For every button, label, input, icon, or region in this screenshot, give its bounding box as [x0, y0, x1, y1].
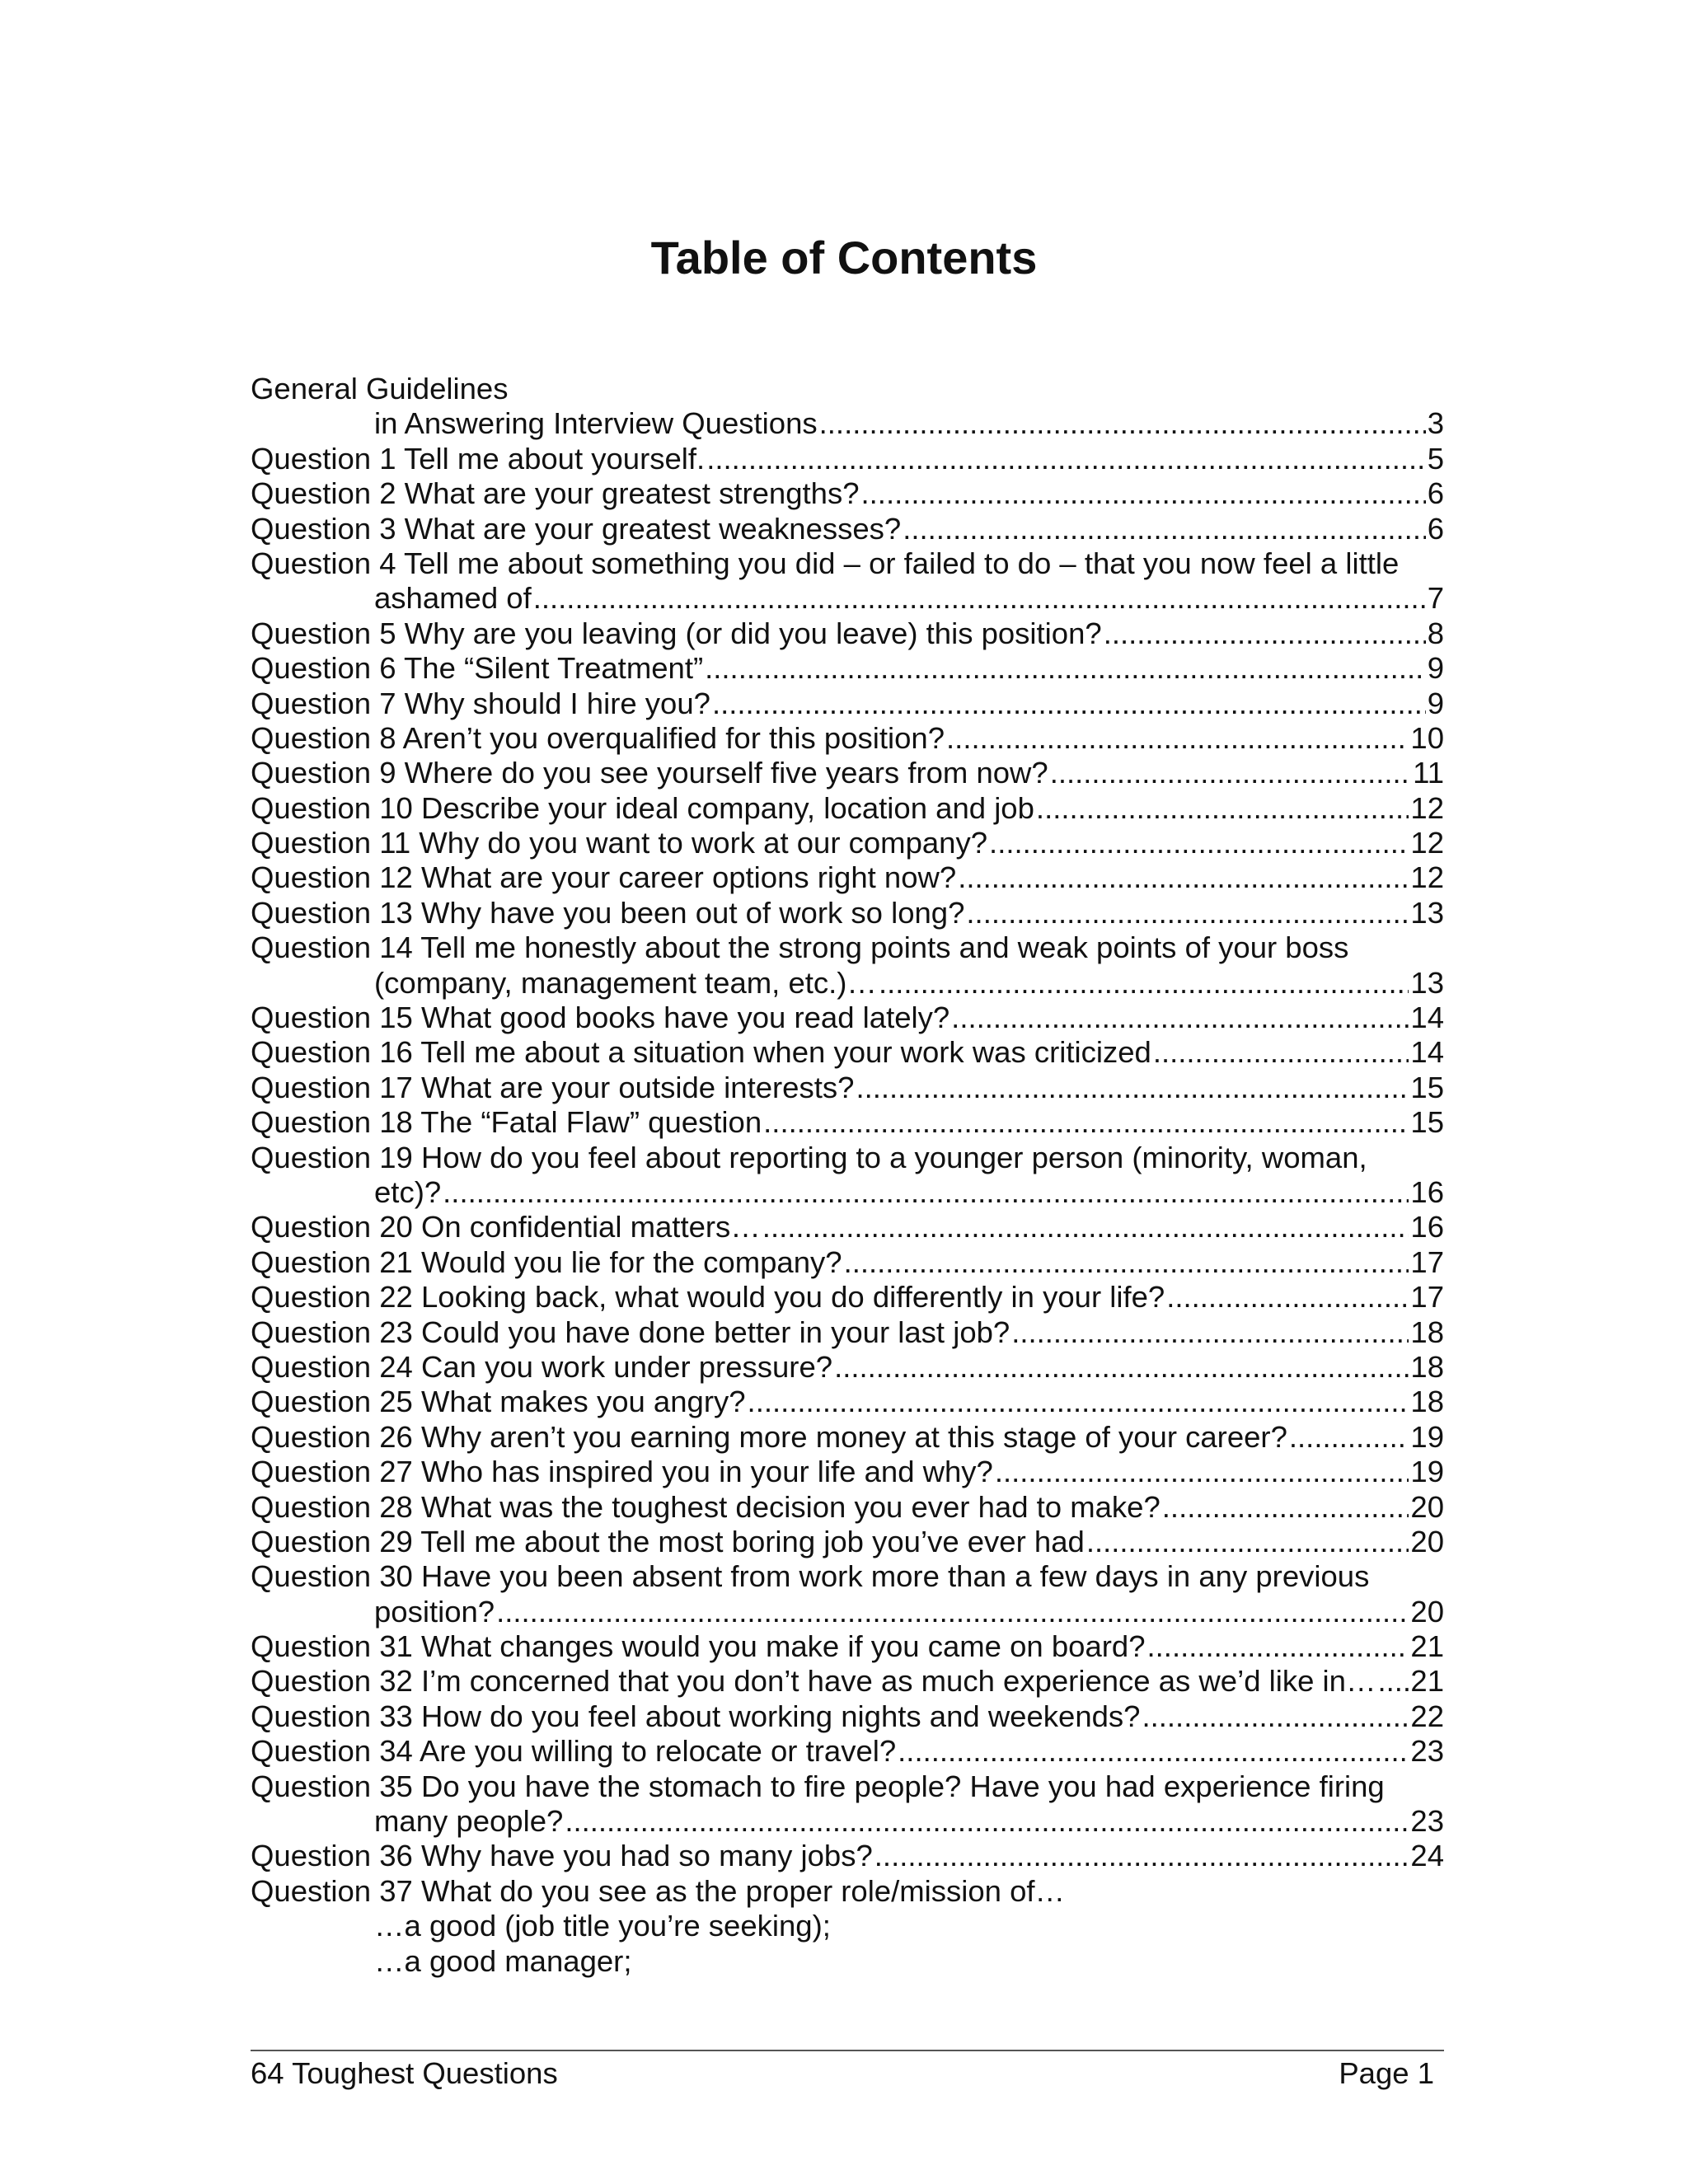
toc-entry [251, 1455, 1444, 1489]
page-title: Table of Contents [650, 232, 1038, 284]
toc-page-number: 23 [1410, 1804, 1444, 1839]
toc-entry-text: Question 30 Have you been absent from work more than a few days in any previous [251, 1559, 1370, 1594]
toc-dot-leader [443, 1175, 1409, 1210]
toc-entry [251, 1804, 1444, 1839]
toc-entry [251, 826, 1444, 860]
toc-dot-leader [763, 1105, 1409, 1140]
toc-dot-leader [1162, 1490, 1409, 1525]
toc-entry [251, 1664, 1444, 1699]
toc-entry-text: Question 7 Why should I hire you? [251, 686, 710, 720]
toc-entry [251, 1734, 1444, 1769]
toc-entry-text: Question 14 Tell me honestly about the strong points and weak points of your boss [251, 930, 1349, 965]
toc-dot-leader [879, 966, 1409, 1001]
toc-entry-row [251, 1734, 1444, 1769]
toc-entry [251, 1839, 1444, 1873]
toc-dot-leader [951, 1001, 1409, 1035]
toc-entry [251, 1210, 1444, 1244]
toc-page-number: 16 [1410, 1210, 1444, 1244]
toc-entry-text: Question 1 Tell me about yourself. [251, 441, 706, 476]
toc-entry-text: Question 15 What good books have you read lately? [251, 1001, 950, 1035]
toc-entry [251, 616, 1444, 651]
toc-dot-leader [989, 826, 1409, 860]
toc-dot-leader [496, 1595, 1409, 1629]
toc-entry-row [374, 581, 1444, 616]
toc-entry-text: Question 2 What are your greatest strengths? [251, 476, 860, 511]
toc-entry [251, 1245, 1444, 1280]
toc-page-number: 14 [1410, 1001, 1444, 1035]
toc-dot-leader [1050, 756, 1411, 790]
toc-entry-text: Question 19 How do you feel about reporting to a younger person (minority, woman, [251, 1140, 1367, 1174]
toc-page-number: 9 [1427, 651, 1444, 686]
toc-page-number: 20 [1410, 1594, 1444, 1629]
toc-page-number: 20 [1410, 1524, 1444, 1558]
toc-dot-leader [834, 1350, 1409, 1385]
toc-page-number: 24 [1410, 1839, 1444, 1873]
toc-dot-leader [946, 721, 1409, 756]
toc-entry-text: Question 3 What are your greatest weaknesses? [251, 511, 902, 546]
toc-entry-text: Question 4 Tell me about something you did – or failed to do – that you now feel a little [251, 546, 1400, 580]
toc-entry-row [251, 512, 1444, 546]
toc-entry [251, 1350, 1444, 1385]
toc-dot-leader [706, 442, 1425, 476]
toc-dot-leader [819, 406, 1426, 441]
toc-entry [251, 1280, 1444, 1315]
toc-entry-row [374, 966, 1444, 1001]
toc-entry-text: Question 32 I’m concerned that you don’t have as much experience as we’d like in… [251, 1664, 1376, 1699]
toc-dot-leader [1036, 791, 1409, 826]
toc-page-number: 15 [1410, 1105, 1444, 1140]
toc-entry-text: Question 10 Describe your ideal company, location and job [251, 790, 1034, 825]
toc-entry [251, 546, 1444, 581]
toc-entry-text: Question 35 Do you have the stomach to fire people? Have you had experience firing [251, 1769, 1385, 1803]
toc-entry-text: Question 20 On confidential matters… [251, 1210, 761, 1244]
toc-entry [251, 1035, 1444, 1070]
toc-dot-leader [1153, 1035, 1409, 1070]
toc-entry-row [251, 1629, 1444, 1664]
toc-entry [251, 442, 1444, 476]
toc-entry [251, 860, 1444, 895]
toc-entry [251, 930, 1444, 965]
toc-entry [251, 1001, 1444, 1035]
toc-page-number: 12 [1410, 790, 1444, 825]
toc-dot-leader [762, 1210, 1409, 1244]
toc-page-number: 6 [1427, 511, 1444, 546]
toc-entry-text: Question 22 Looking back, what would you do differently in your life? [251, 1280, 1165, 1315]
toc-dot-leader [995, 1455, 1409, 1489]
toc-page-number: 13 [1410, 895, 1444, 930]
toc-entry-row [251, 896, 1444, 930]
toc-entry-text: Question 27 Who has inspired you in your life and why? [251, 1455, 993, 1489]
toc-dot-leader [874, 1839, 1409, 1873]
toc-entry-row [374, 1175, 1444, 1210]
toc-entry-row [251, 1350, 1444, 1385]
toc-entry-text: Question 23 Could you have done better in your last job? [251, 1315, 1010, 1349]
toc-entry-text: Question 18 The “Fatal Flaw” question [251, 1105, 762, 1140]
toc-dot-leader [533, 581, 1426, 616]
toc-entry-text: Question 8 Aren’t you overqualified for this position? [251, 720, 945, 755]
toc-entry [251, 1769, 1444, 1804]
toc-entry [251, 1071, 1444, 1105]
toc-dot-leader [903, 512, 1425, 546]
table-of-contents [251, 372, 1444, 1979]
toc-entry [251, 1595, 1444, 1629]
toc-page-number: 19 [1410, 1419, 1444, 1454]
toc-entry-row [251, 1105, 1444, 1140]
toc-page-number: 10 [1410, 720, 1444, 755]
toc-entry-row [374, 1595, 1444, 1629]
toc-entry-text: Question 31 What changes would you make if you came on board? [251, 1629, 1146, 1664]
toc-entry-text: Question 25 What makes you angry? [251, 1385, 746, 1419]
toc-entry [251, 1699, 1444, 1734]
toc-entry [251, 1315, 1444, 1350]
toc-page-number: 8 [1427, 616, 1444, 650]
toc-page-number: 20 [1410, 1489, 1444, 1524]
toc-entry-text: Question 34 Are you willing to relocate or travel? [251, 1734, 897, 1769]
toc-entry-row [251, 1385, 1444, 1419]
toc-dot-leader [1147, 1629, 1409, 1664]
toc-entry-row [251, 1245, 1444, 1280]
toc-entry-text: Question 29 Tell me about the most boring job you’ve ever had [251, 1524, 1085, 1558]
toc-entry [251, 1629, 1444, 1664]
toc-entry-text: Question 9 Where do you see yourself five years from now? [251, 756, 1048, 790]
toc-page-number: 21 [1410, 1629, 1444, 1664]
toc-entry-row [251, 687, 1444, 721]
toc-entry [251, 1874, 1444, 1909]
toc-entry-row [251, 1001, 1444, 1035]
toc-entry-text: Question 6 The “Silent Treatment” [251, 651, 704, 686]
toc-page-number: 3 [1427, 406, 1444, 441]
toc-page-number: 12 [1410, 860, 1444, 895]
toc-entry-row [251, 860, 1444, 895]
toc-entry-text: in Answering Interview Questions [374, 406, 818, 441]
toc-entry-row [251, 826, 1444, 860]
toc-page-number: 17 [1410, 1244, 1444, 1279]
toc-entry-row [251, 1839, 1444, 1873]
toc-entry [251, 512, 1444, 546]
toc-page-number: 11 [1413, 756, 1444, 790]
toc-entry-row [251, 1455, 1444, 1489]
toc-entry [251, 1141, 1444, 1175]
toc-entry [251, 406, 1444, 441]
footer-document-title: 64 Toughest Questions [251, 2056, 558, 2090]
toc-entry [251, 1490, 1444, 1525]
toc-entry-text: Question 24 Can you work under pressure? [251, 1349, 833, 1384]
toc-entry [251, 896, 1444, 930]
toc-entry [251, 1105, 1444, 1140]
footer-page-number: Page 1 [1339, 2056, 1434, 2090]
toc-dot-leader [898, 1734, 1409, 1769]
toc-entry-text: Question 37 What do you see as the proper role/mission of… [251, 1873, 1066, 1908]
footer-divider [251, 2050, 1444, 2051]
toc-page-number: 18 [1410, 1315, 1444, 1349]
toc-dot-leader [748, 1385, 1409, 1419]
toc-dot-leader [1166, 1280, 1409, 1315]
toc-page-number: 22 [1410, 1699, 1444, 1733]
toc-entry-row [251, 1210, 1444, 1244]
toc-entry-text: ashamed of [374, 581, 532, 616]
toc-entry-row [251, 1035, 1444, 1070]
toc-dot-leader [861, 476, 1426, 511]
toc-entry-row [374, 1804, 1444, 1839]
toc-entry-row [251, 616, 1444, 651]
toc-entry [251, 1420, 1444, 1455]
toc-entry-row [251, 1315, 1444, 1350]
toc-entry-text: Question 13 Why have you been out of work so long? [251, 895, 965, 930]
toc-entry [251, 966, 1444, 1001]
toc-dot-leader [705, 651, 1426, 686]
toc-page-number: 13 [1410, 965, 1444, 1000]
toc-entry-text: Question 5 Why are you leaving (or did you leave) this position? [251, 616, 1102, 650]
toc-entry [251, 721, 1444, 756]
toc-entry [251, 1559, 1444, 1594]
toc-dot-leader [712, 687, 1426, 721]
toc-page-number: 23 [1410, 1734, 1444, 1769]
toc-page-number: 15 [1410, 1070, 1444, 1104]
toc-dot-leader [1142, 1699, 1409, 1734]
toc-entry-row [251, 1664, 1444, 1699]
toc-entry [251, 1909, 1444, 1943]
toc-entry-row [251, 1280, 1444, 1315]
toc-entry [251, 1385, 1444, 1419]
toc-entry-text: …a good manager; [374, 1943, 632, 1978]
toc-page-number: 16 [1410, 1174, 1444, 1209]
toc-entry-text: etc)? [374, 1174, 442, 1209]
toc-page-number: 17 [1410, 1280, 1444, 1315]
toc-entry-text: (company, management team, etc.)… [374, 965, 877, 1000]
toc-page-number: 6 [1427, 476, 1444, 511]
toc-entry-text: Question 33 How do you feel about working nights and weekends? [251, 1699, 1141, 1733]
toc-entry-row [251, 756, 1444, 790]
toc-entry-row [251, 1071, 1444, 1105]
toc-page-number: 9 [1427, 686, 1444, 720]
toc-entry-row [251, 791, 1444, 826]
toc-entry-row [251, 442, 1444, 476]
toc-entry-text: position? [374, 1594, 495, 1629]
toc-entry-text: General Guidelines [251, 372, 509, 405]
toc-entry [251, 687, 1444, 721]
toc-entry [251, 791, 1444, 826]
toc-page-number: 12 [1410, 826, 1444, 860]
toc-dot-leader [856, 1071, 1409, 1105]
toc-entry-text: Question 12 What are your career options right now? [251, 860, 957, 895]
toc-entry-text: Question 17 What are your outside interests? [251, 1070, 855, 1104]
toc-page-number: 5 [1427, 441, 1444, 476]
toc-page-number: 18 [1410, 1385, 1444, 1419]
toc-entry [251, 756, 1444, 790]
toc-entry [251, 1525, 1444, 1559]
toc-entry-text: Question 26 Why aren’t you earning more money at this stage of your career? [251, 1419, 1287, 1454]
toc-entry-row [251, 1420, 1444, 1455]
toc-entry-text: Question 21 Would you lie for the company? [251, 1244, 842, 1279]
toc-entry-text: many people? [374, 1804, 564, 1839]
toc-dot-leader [1104, 616, 1426, 651]
toc-entry [251, 581, 1444, 616]
toc-dot-leader [1377, 1664, 1409, 1699]
toc-entry-text: Question 16 Tell me about a situation when your work was criticized [251, 1035, 1151, 1070]
toc-page-number: 21 [1410, 1664, 1444, 1699]
toc-entry-row [251, 1490, 1444, 1525]
toc-entry-row [251, 651, 1444, 686]
toc-entry-row [251, 476, 1444, 511]
toc-entry [251, 1175, 1444, 1210]
toc-dot-leader [1086, 1525, 1409, 1559]
toc-entry-row [374, 406, 1444, 441]
toc-entry [251, 651, 1444, 686]
toc-dot-leader [844, 1245, 1409, 1280]
toc-entry-text: Question 36 Why have you had so many jobs? [251, 1839, 873, 1873]
toc-entry-row [251, 1525, 1444, 1559]
toc-page-number: 14 [1410, 1035, 1444, 1070]
toc-entry-row [251, 721, 1444, 756]
toc-entry-text: …a good (job title you’re seeking); [374, 1909, 831, 1943]
toc-dot-leader [1289, 1420, 1409, 1455]
toc-dot-leader [966, 896, 1409, 930]
toc-page-number: 7 [1427, 581, 1444, 616]
toc-dot-leader [1011, 1315, 1409, 1350]
toc-entry [251, 1944, 1444, 1979]
toc-page-number: 19 [1410, 1455, 1444, 1489]
toc-entry [251, 372, 1444, 406]
toc-dot-leader [958, 860, 1409, 895]
toc-entry-row [251, 1699, 1444, 1734]
toc-entry-text: Question 28 What was the toughest decision you ever had to make? [251, 1489, 1160, 1524]
toc-page-number: 18 [1410, 1349, 1444, 1384]
toc-entry [251, 476, 1444, 511]
toc-dot-leader [565, 1804, 1409, 1839]
toc-entry-text: Question 11 Why do you want to work at our company? [251, 826, 988, 860]
